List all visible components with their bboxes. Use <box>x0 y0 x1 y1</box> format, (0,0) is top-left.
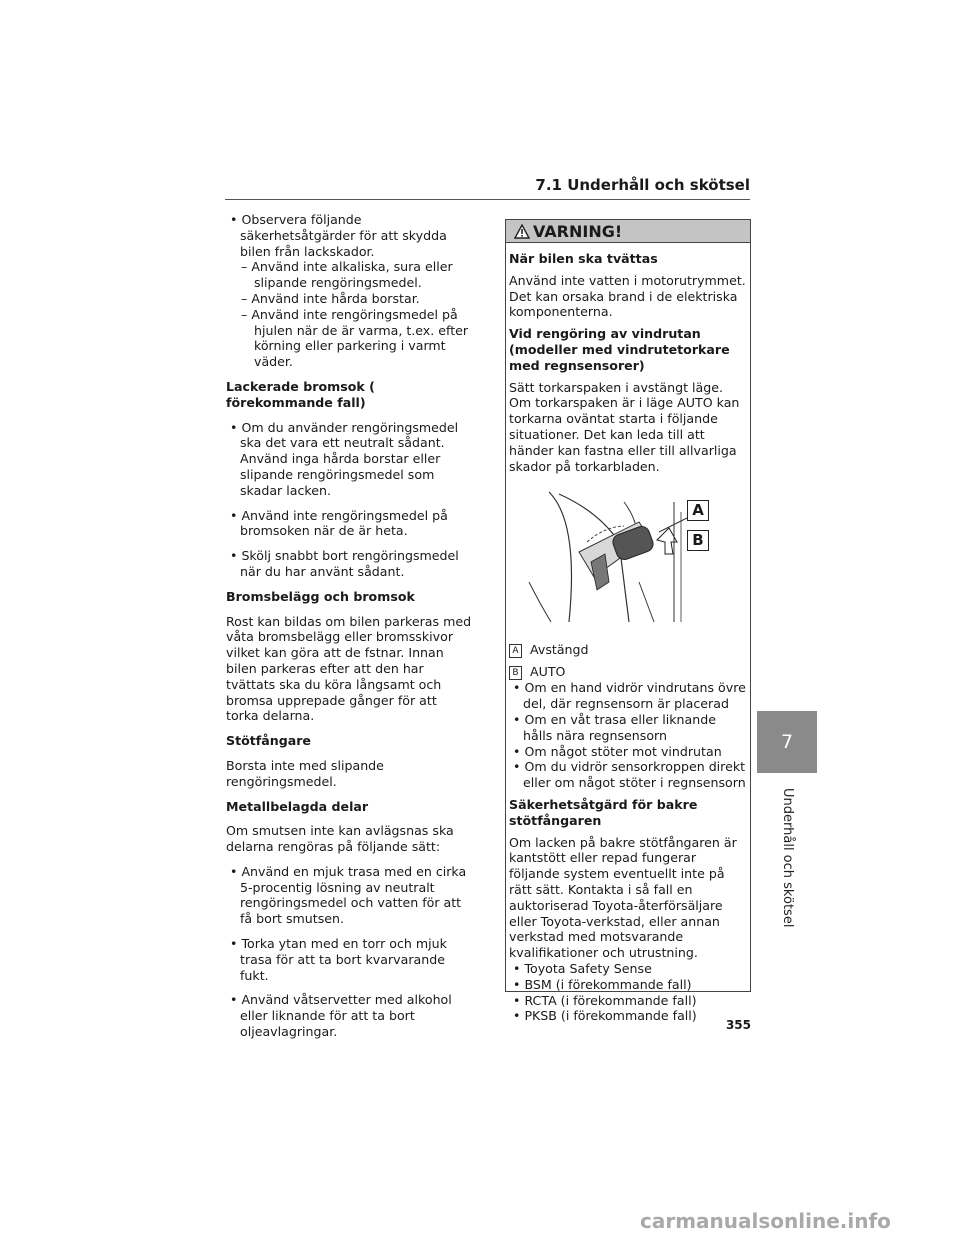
warning-paragraph: Använd inte vatten i motorutrymmet. Det kan orsaka brand i de elektriska komponenterna. <box>509 272 746 320</box>
paragraph: Om smutsen inte kan avlägsnas ska delarna rengöras på följande sätt: <box>226 823 454 855</box>
warning-heading: När bilen ska tvättas <box>509 251 658 266</box>
bullet-item: • Om du vidrör sensorkroppen direkt eller om något stöter i regnsensorn <box>513 759 746 791</box>
bullet-item: • Skölj snabbt bort rengöringsmedel när du har använt sådant. <box>230 548 459 579</box>
warning-title: VARNING! <box>533 221 623 241</box>
warning-paragraph: Sätt torkarspaken i avstängt läge. Om torkarspaken är i läge AUTO kan torkarna oväntat starta i följande situationer. Det kan leda till att händer kan fastna eller till allvarliga skador på torkarbladen. <box>509 379 740 474</box>
warning-box <box>505 219 751 1024</box>
paragraph: Borsta inte med slipande rengöringsmedel. <box>226 757 384 789</box>
legend-item-b: B AUTO <box>509 664 747 680</box>
warning-paragraph: Om lacken på bakre stötfångaren är kantstött eller repad fungerar följande system eventuellt inte på rätt sätt. Kontakta i så fall en auktoriserad Toyota-återförsäljare eller Toyota-verkstad, eller annan verkstad med motsvarande kvalifikationer och utrustning. <box>509 834 737 961</box>
warning-heading: Säkerhetsåtgärd för bakre stötfångaren <box>509 796 698 828</box>
sub-bullet-item: – Använd inte hårda borstar. <box>241 290 420 306</box>
warning-header <box>506 220 750 243</box>
bullet-item: • Om du använder rengöringsmedel ska det vara ett neutralt sådant. Använd inga hårda borstar eller slipande rengöringsmedel som skadar lacken. <box>230 419 459 498</box>
legend-label-b: B <box>509 666 522 680</box>
bullet-item: • Torka ytan med en torr och mjuk trasa för att ta bort kvarvarande fukt. <box>230 936 447 983</box>
figure-label-b: B <box>687 530 709 551</box>
header-divider <box>225 199 750 200</box>
section-heading: Stötfångare <box>226 733 311 749</box>
bullet-item: • Om en hand vidrör vindrutans övre del, där regnsensorn är placerad <box>513 680 746 712</box>
sub-bullet-item: – Använd inte rengöringsmedel på hjulen när de är varma, t.ex. efter körning eller parkering i varmt väder. <box>241 306 469 370</box>
section-heading: Lackerade bromsok ( förekommande fall) <box>226 378 375 410</box>
chapter-tab: 7 <box>757 711 817 773</box>
wiper-lever-illustration <box>509 482 745 632</box>
chapter-label: Underhåll och skötsel <box>780 788 795 928</box>
section-heading: Metallbelagda delar <box>226 798 369 814</box>
page-header-title: 7.1 Underhåll och skötsel <box>535 176 750 194</box>
legend-label-a: A <box>509 644 522 658</box>
bullet-item: • Om något stöter mot vindrutan <box>513 743 722 759</box>
legend-item-a: A Avstängd <box>509 642 747 658</box>
bullet-item: • Använd inte rengöringsmedel på bromsoken när de är heta. <box>230 507 448 539</box>
paragraph: Rost kan bildas om bilen parkeras med våta bromsbelägg eller bromsskivor vilket kan göra att de fstnar. Innan bilen parkeras efter att den har tvättats ska du köra långsamt och bromsa upprepade gånger för att torka delarna. <box>226 613 472 724</box>
warning-triangle-icon <box>514 224 530 239</box>
sub-bullet-item: – Använd inte alkaliska, sura eller slipande rengöringsmedel. <box>241 259 453 291</box>
bullet-item: • Toyota Safety Sense <box>513 960 652 976</box>
bullet-item: • Observera följande säkerhetsåtgärder för att skydda bilen från lackskador. <box>230 212 447 259</box>
section-heading: Bromsbelägg och bromsok <box>226 588 415 604</box>
bullet-item: • Använd en mjuk trasa med en cirka 5-procentig lösning av neutralt rengöringsmedel och vatten för att få bort smutsen. <box>230 863 467 927</box>
bullet-item: • Om en våt trasa eller liknande hålls nära regnsensorn <box>513 711 716 743</box>
page-number: 355 <box>725 1018 751 1032</box>
watermark-text: carmanualsonline.info <box>640 1209 891 1233</box>
bullet-item: • PKSB (i förekommande fall) <box>513 1008 697 1024</box>
figure-label-a: A <box>687 500 709 521</box>
bullet-item: • RCTA (i förekommande fall) <box>513 992 697 1008</box>
bullet-item: • BSM (i förekommande fall) <box>513 976 692 992</box>
warning-heading: Vid rengöring av vindrutan (modeller med vindrutetorkare med regnsensorer) <box>509 326 730 373</box>
bullet-item: • Använd våtservetter med alkohol eller liknande för att ta bort oljeavlagringar. <box>230 992 452 1040</box>
left-column <box>226 212 472 1040</box>
